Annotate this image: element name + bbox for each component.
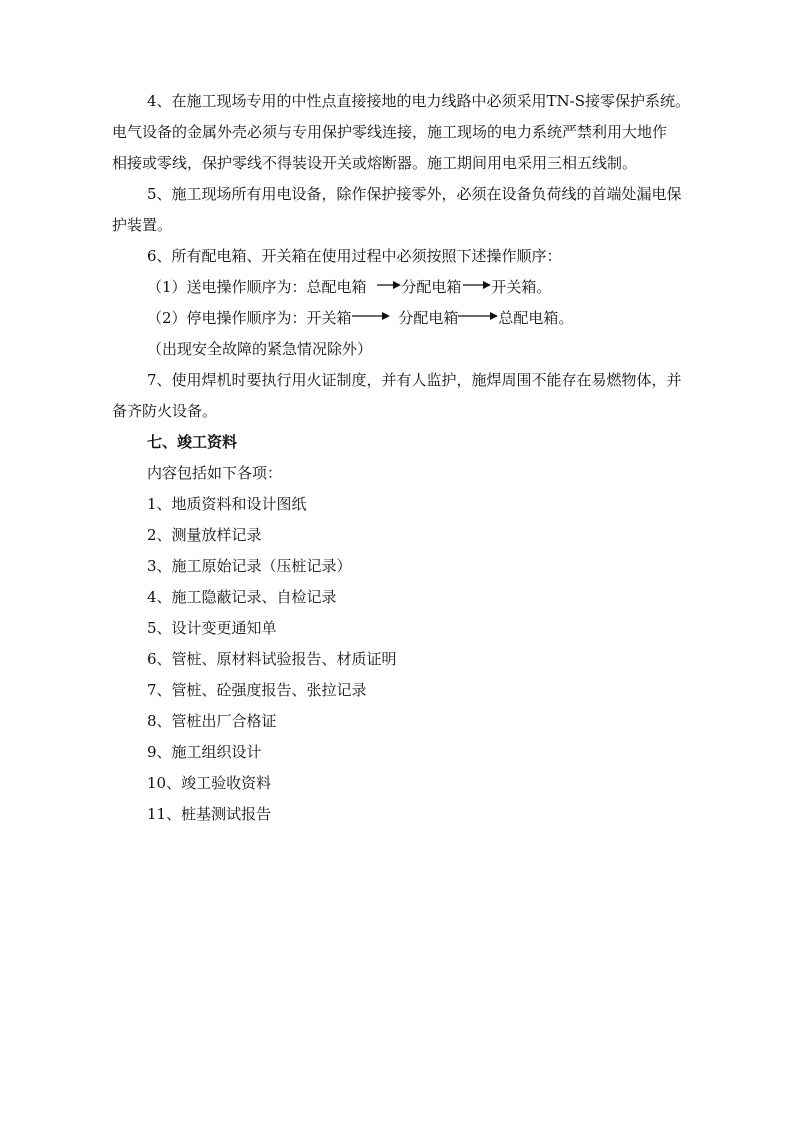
item4-line2: 电气设备的金属外壳必须与专用保护零线连接，施工现场的电力系统严禁利用大地作 <box>112 123 668 141</box>
item5-line2: 护装置。 <box>112 216 173 234</box>
power-off-sequence <box>112 303 718 334</box>
list-item: 10、竣工验收资料 <box>147 774 272 792</box>
item5-line1: 5、施工现场所有用电设备，除作保护接零外，必须在设备负荷线的首端处漏电保 <box>147 185 682 203</box>
power-off-step1: 开关箱 <box>306 309 352 327</box>
list-item: 4、施工隐蔽记录、自检记录 <box>147 588 337 606</box>
power-off-step3: 总配电箱。 <box>498 309 574 327</box>
power-on-sequence <box>112 272 718 303</box>
power-on-step1: 总配电箱 <box>306 278 367 296</box>
section-intro: 内容包括如下各项： <box>147 464 283 482</box>
power-on-step3: 开关箱。 <box>491 278 552 296</box>
power-on-step2: 分配电箱 <box>401 278 462 296</box>
exception-note: （出现安全故障的紧急情况除外） <box>147 340 373 358</box>
list-item: 9、施工组织设计 <box>147 743 262 761</box>
item7-line1: 7、使用焊机时要执行用火证制度，并有人监护，施焊周围不能存在易燃物体，并 <box>147 371 682 389</box>
list-item: 3、施工原始记录（压桩记录） <box>147 557 352 575</box>
document-page <box>112 86 718 830</box>
right-arrow-icon <box>458 311 498 321</box>
list-item: 8、管桩出厂合格证 <box>147 712 277 730</box>
list-item: 7、管桩、砼强度报告、张拉记录 <box>147 681 367 699</box>
item4-line1: 4、在施工现场专用的中性点直接接地的电力线路中必须采用TN-S接零保护系统。 <box>147 92 691 110</box>
item7-line2: 备齐防火设备。 <box>112 402 218 420</box>
section-heading: 七、竣工资料 <box>147 433 238 451</box>
list-item: 2、测量放样记录 <box>147 526 262 544</box>
power-on-prefix: （1）送电操作顺序为： <box>147 278 307 296</box>
power-off-prefix: （2）停电操作顺序为： <box>147 309 307 327</box>
right-arrow-icon <box>463 280 491 290</box>
right-arrow-icon <box>352 311 390 321</box>
list-item: 1、地质资料和设计图纸 <box>147 495 307 513</box>
item6: 6、所有配电箱、开关箱在使用过程中必须按照下述操作顺序： <box>147 247 562 265</box>
right-arrow-icon <box>377 280 401 290</box>
list-item: 6、管桩、原材料试验报告、材质证明 <box>147 650 397 668</box>
list-item: 5、设计变更通知单 <box>147 619 277 637</box>
item4-line3: 相接或零线，保护零线不得装设开关或熔断器。施工期间用电采用三相五线制。 <box>112 154 638 172</box>
list-item: 11、桩基测试报告 <box>147 805 272 823</box>
power-off-step2: 分配电箱 <box>398 309 459 327</box>
